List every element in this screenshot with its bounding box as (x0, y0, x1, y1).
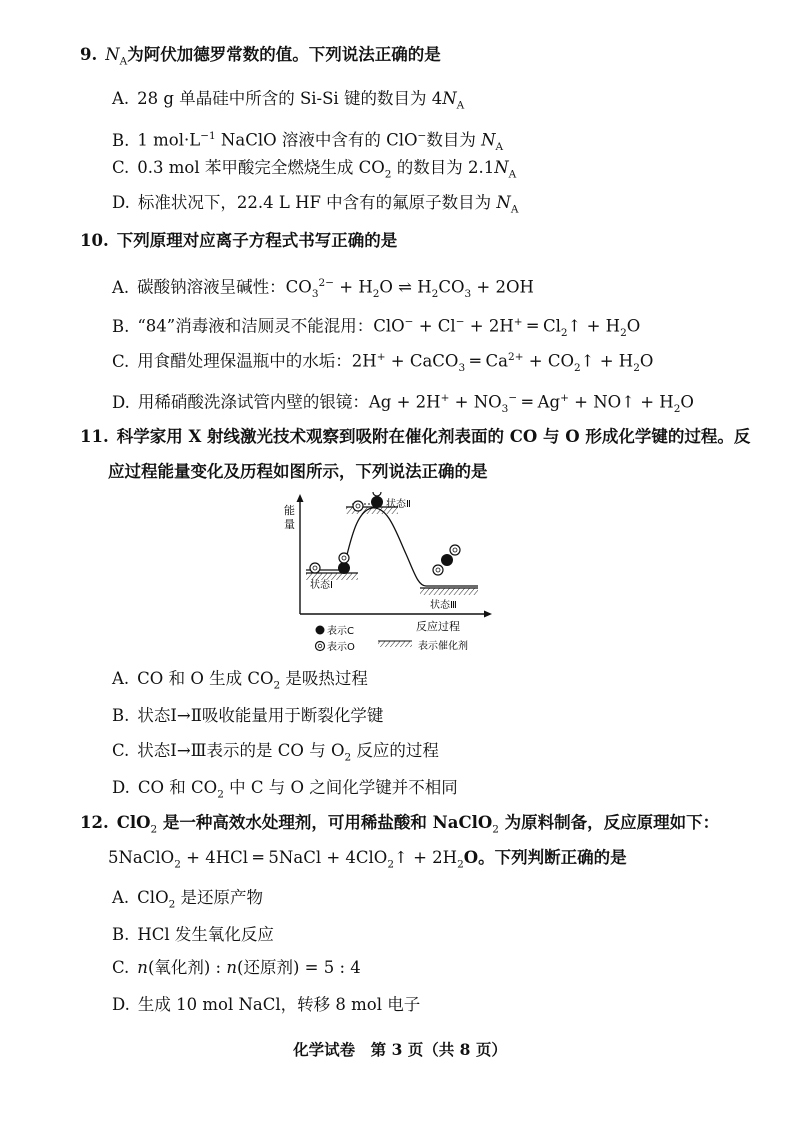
legend-carbon-icon (316, 626, 325, 635)
q9-number: 9. (80, 45, 98, 64)
catalyst-surface-state-1 (306, 573, 358, 580)
carbon-atom-icon (371, 496, 383, 508)
q9-option-a: A. 28 g 单晶硅中所含的 Si-Si 键的数目为 $4N_A$ (112, 89, 465, 112)
oxygen-atom-icon (373, 492, 381, 496)
x-axis-label: 反应过程 (416, 620, 460, 633)
state-2-label: 状态Ⅱ (386, 499, 411, 510)
energy-profile-diagram (280, 492, 520, 654)
q10-option-c: C. 用食醋处理保温瓶中的水垢：2H+ + CaCO$_3$ ═ $Ca^{2+}$ + $CO_2↑ + H_2O$ (112, 351, 654, 374)
q9-option-c: C. 0.3 mol 苯甲酸完全燃烧生成 $CO_2$ 的数目为 $2.1N_A$ (112, 158, 517, 181)
y-axis-label-1: 能 (284, 504, 295, 517)
legend-catalyst-icon (378, 641, 412, 647)
q9-option-b: B. 1 $mol\cdot L^{-1}$ NaClO 溶液中含有的 ClO−数目为 $N_A$ (112, 130, 504, 153)
q11-option-d: D. CO 和 $CO_2$ 中 C 与 O 之间化学键并不相同 (112, 778, 458, 801)
q9-option-d: D. 标准状况下，22.4 L HF 中含有的氟原子数目为 $N_A$ (112, 193, 519, 216)
legend-oxygen-icon (316, 642, 325, 651)
oxygen-atom-icon (310, 563, 320, 573)
q12-stem-line-2: 5NaClO$_2$ + 4HCl ═ 5NaCl + 4ClO$_2$↑ + $2H_2O$。下列判断正确的是 (108, 848, 627, 871)
catalyst-surface-state-3 (420, 588, 478, 595)
q12-option-b: B. HCl 发生氧化反应 (112, 925, 274, 944)
q12-option-d: D. 生成 10 mol NaCl，转移 8 mol 电子 (112, 995, 421, 1014)
state-3-label: 状态Ⅲ (430, 600, 457, 611)
carbon-atom-icon (441, 554, 453, 566)
oxygen-atom-icon (433, 565, 443, 575)
y-axis-arrow-icon (297, 494, 304, 502)
q10-option-d: D. 用稀硝酸洗涤试管内壁的银镜：$Ag + 2H^+ + NO_3^-$ ═ Ag+ + NO↑ + $H_2O$ (112, 392, 694, 415)
x-axis-arrow-icon (484, 611, 492, 618)
carbon-atom-icon (338, 562, 350, 574)
q11-option-a: A. CO 和 O 生成 $CO_2$ 是吸热过程 (112, 669, 368, 692)
q10-option-b: B. “84”消毒液和洁厕灵不能混用：ClO− + Cl− + 2H+ ═ $Cl_2↑ + H_2O$ (112, 316, 641, 339)
q12-option-c: C. n(氧化剂) : n(还原剂) = 5 : 4 (112, 958, 361, 977)
q10-option-a: A. 碳酸钠溶液呈碱性：$CO_3^{2-} + H_2O$ ⇌ $H_2CO_3 + 2OH$ (112, 277, 534, 300)
q11-option-c: C. 状态Ⅰ→Ⅲ表示的是 CO 与 $O_2$ 反应的过程 (112, 741, 439, 764)
legend-carbon-label: 表示C (327, 626, 354, 637)
q12-option-a: A. ClO$_2$ 是还原产物 (112, 888, 264, 911)
y-axis-label-2: 量 (284, 518, 295, 531)
q12-stem-line-1: 12. ClO$_2$ 是一种高效水处理剂，可用稀盐酸和 NaClO$_2$ 为原料制备，反应原理如下： (80, 813, 720, 836)
legend-catalyst-label: 表示催化剂 (418, 641, 468, 652)
q11-option-b: B. 状态Ⅰ→Ⅱ吸收能量用于断裂化学键 (112, 706, 384, 725)
q10-stem: 10. 下列原理对应离子方程式书写正确的是 (80, 231, 398, 250)
q11-stem-line-1: 11. 科学家用 X 射线激光技术观察到吸附在催化剂表面的 CO 与 O 形成化学键的过程。反 (80, 427, 751, 446)
state-1-label: 状态Ⅰ (310, 580, 333, 591)
oxygen-atom-icon (353, 501, 363, 511)
q9-stem: 9. $N_A$为阿伏加德罗常数的值。下列说法正确的是 (80, 45, 441, 68)
oxygen-atom-icon (450, 545, 460, 555)
legend-oxygen-label: 表示O (327, 642, 355, 653)
oxygen-atom-icon (339, 553, 349, 563)
page-footer: 化学试卷 第 3 页（共 8 页） (293, 1040, 507, 1059)
q11-stem-line-2: 应过程能量变化及历程如图所示，下列说法正确的是 (108, 462, 488, 481)
